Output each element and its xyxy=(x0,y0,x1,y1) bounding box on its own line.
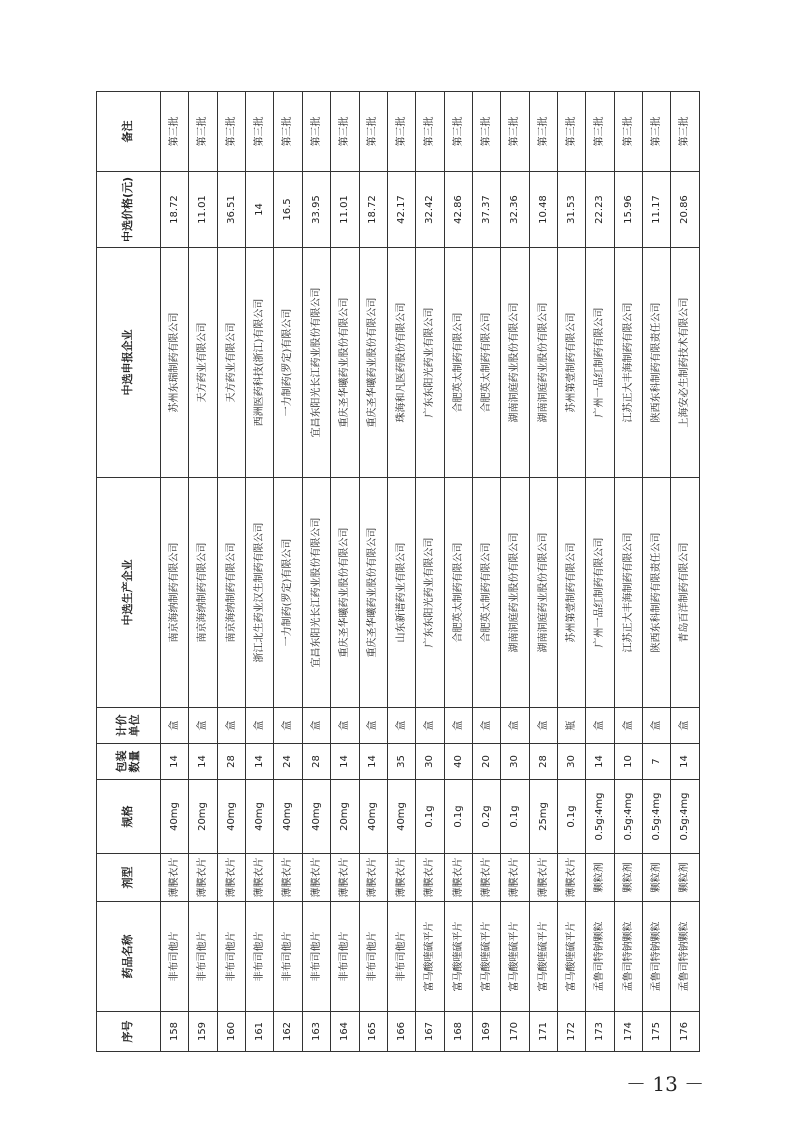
cell-manufacturer: 湖南洞庭药业股份有限公司 xyxy=(501,478,529,708)
cell-spec: 0.1g xyxy=(501,780,529,854)
cell-note: 第三批 xyxy=(586,92,614,172)
table-row xyxy=(246,92,274,1052)
cell-pack: 14 xyxy=(331,744,359,780)
cell-name: 非布司他片 xyxy=(387,902,415,1012)
cell-name: 非布司他片 xyxy=(331,902,359,1012)
cell-pack: 14 xyxy=(246,744,274,780)
header-unit: 计价单位 xyxy=(97,708,161,744)
cell-note: 第三批 xyxy=(501,92,529,172)
cell-no: 168 xyxy=(444,1012,472,1052)
cell-price: 11.17 xyxy=(643,172,671,248)
cell-no: 160 xyxy=(217,1012,245,1052)
cell-manufacturer: 青岛百洋制药有限公司 xyxy=(671,478,700,708)
cell-manufacturer: 合肥英太制药有限公司 xyxy=(444,478,472,708)
table-row xyxy=(671,92,700,1052)
cell-no: 166 xyxy=(387,1012,415,1052)
cell-note: 第三批 xyxy=(416,92,444,172)
cell-note: 第三批 xyxy=(331,92,359,172)
cell-form: 薄膜衣片 xyxy=(472,854,500,902)
table-row xyxy=(614,92,642,1052)
cell-no: 165 xyxy=(359,1012,387,1052)
cell-no: 175 xyxy=(643,1012,671,1052)
cell-form: 薄膜衣片 xyxy=(217,854,245,902)
cell-spec: 40mg xyxy=(246,780,274,854)
table-row xyxy=(472,92,500,1052)
table-row xyxy=(331,92,359,1052)
cell-applicant: 湖南洞庭药业股份有限公司 xyxy=(529,248,557,478)
cell-spec: 0.1g xyxy=(416,780,444,854)
cell-price: 10.48 xyxy=(529,172,557,248)
cell-no: 167 xyxy=(416,1012,444,1052)
cell-price: 33.95 xyxy=(302,172,330,248)
cell-unit: 盒 xyxy=(274,708,302,744)
cell-no: 163 xyxy=(302,1012,330,1052)
cell-pack: 14 xyxy=(671,744,700,780)
cell-form: 薄膜衣片 xyxy=(501,854,529,902)
cell-spec: 40mg xyxy=(359,780,387,854)
cell-unit: 盒 xyxy=(331,708,359,744)
cell-form: 颗粒剂 xyxy=(586,854,614,902)
cell-pack: 28 xyxy=(302,744,330,780)
table-row xyxy=(302,92,330,1052)
cell-price: 20.86 xyxy=(671,172,700,248)
cell-price: 36.51 xyxy=(217,172,245,248)
cell-pack: 30 xyxy=(558,744,586,780)
cell-applicant: 宜昌东阳光长江药业股份有限公司 xyxy=(302,248,330,478)
cell-pack: 28 xyxy=(217,744,245,780)
cell-name: 孟鲁司特钠颗粒 xyxy=(614,902,642,1012)
cell-note: 第三批 xyxy=(558,92,586,172)
header-no: 序号 xyxy=(97,1012,161,1052)
cell-manufacturer: 广东东阳光药业有限公司 xyxy=(416,478,444,708)
rotated-table-container xyxy=(96,92,700,1052)
cell-note: 第三批 xyxy=(359,92,387,172)
cell-applicant: 天方药业有限公司 xyxy=(217,248,245,478)
cell-pack: 24 xyxy=(274,744,302,780)
table-row xyxy=(444,92,472,1052)
cell-spec: 40mg xyxy=(274,780,302,854)
table-row xyxy=(274,92,302,1052)
cell-no: 158 xyxy=(161,1012,189,1052)
cell-name: 非布司他片 xyxy=(217,902,245,1012)
cell-manufacturer: 宜昌东阳光长江药业股份有限公司 xyxy=(302,478,330,708)
cell-unit: 盒 xyxy=(472,708,500,744)
cell-pack: 14 xyxy=(161,744,189,780)
cell-pack: 7 xyxy=(643,744,671,780)
cell-manufacturer: 江苏正大丰海制药有限公司 xyxy=(614,478,642,708)
cell-no: 170 xyxy=(501,1012,529,1052)
cell-price: 11.01 xyxy=(189,172,217,248)
table-row xyxy=(416,92,444,1052)
table-body xyxy=(161,92,700,1052)
cell-applicant: 上海安必生制药技术有限公司 xyxy=(671,248,700,478)
cell-spec: 40mg xyxy=(302,780,330,854)
header-pack: 包装数量 xyxy=(97,744,161,780)
cell-form: 颗粒剂 xyxy=(643,854,671,902)
cell-manufacturer: 山东新谱药业有限公司 xyxy=(387,478,415,708)
table-header-row xyxy=(97,92,161,1052)
cell-applicant: 苏州第壹制药有限公司 xyxy=(558,248,586,478)
cell-note: 第三批 xyxy=(217,92,245,172)
cell-name: 富马酸喹硫平片 xyxy=(472,902,500,1012)
cell-applicant: 陕西东科制药有限责任公司 xyxy=(643,248,671,478)
cell-price: 18.72 xyxy=(161,172,189,248)
table-row xyxy=(359,92,387,1052)
cell-applicant: 珠海和凡医药股份有限公司 xyxy=(387,248,415,478)
cell-manufacturer: 南京海纳制药有限公司 xyxy=(189,478,217,708)
cell-price: 16.5 xyxy=(274,172,302,248)
cell-unit: 盒 xyxy=(189,708,217,744)
cell-form: 薄膜衣片 xyxy=(444,854,472,902)
cell-pack: 30 xyxy=(416,744,444,780)
cell-note: 第三批 xyxy=(387,92,415,172)
cell-name: 非布司他片 xyxy=(274,902,302,1012)
cell-form: 薄膜衣片 xyxy=(274,854,302,902)
cell-price: 11.01 xyxy=(331,172,359,248)
cell-pack: 14 xyxy=(586,744,614,780)
cell-form: 薄膜衣片 xyxy=(246,854,274,902)
cell-applicant: 湖南洞庭药业股份有限公司 xyxy=(501,248,529,478)
cell-spec: 0.1g xyxy=(444,780,472,854)
cell-form: 颗粒剂 xyxy=(614,854,642,902)
cell-pack: 28 xyxy=(529,744,557,780)
cell-name: 非布司他片 xyxy=(359,902,387,1012)
cell-price: 14 xyxy=(246,172,274,248)
cell-note: 第三批 xyxy=(189,92,217,172)
cell-pack: 40 xyxy=(444,744,472,780)
cell-spec: 0.2g xyxy=(472,780,500,854)
cell-name: 孟鲁司特钠颗粒 xyxy=(586,902,614,1012)
cell-no: 171 xyxy=(529,1012,557,1052)
cell-name: 富马酸喹硫平片 xyxy=(444,902,472,1012)
cell-unit: 盒 xyxy=(387,708,415,744)
cell-pack: 14 xyxy=(359,744,387,780)
cell-pack: 35 xyxy=(387,744,415,780)
cell-manufacturer: 南京海纳制药有限公司 xyxy=(217,478,245,708)
cell-unit: 盒 xyxy=(614,708,642,744)
cell-form: 薄膜衣片 xyxy=(331,854,359,902)
cell-price: 15.96 xyxy=(614,172,642,248)
cell-note: 第三批 xyxy=(246,92,274,172)
cell-manufacturer: 合肥英太制药有限公司 xyxy=(472,478,500,708)
cell-spec: 0.5g:4mg xyxy=(671,780,700,854)
cell-applicant: 西洲医药科技(浙江)有限公司 xyxy=(246,248,274,478)
cell-name: 富马酸喹硫平片 xyxy=(558,902,586,1012)
cell-applicant: 合肥英太制药有限公司 xyxy=(444,248,472,478)
cell-no: 174 xyxy=(614,1012,642,1052)
cell-price: 22.23 xyxy=(586,172,614,248)
cell-form: 薄膜衣片 xyxy=(387,854,415,902)
table-row xyxy=(387,92,415,1052)
cell-price: 42.17 xyxy=(387,172,415,248)
cell-note: 第三批 xyxy=(643,92,671,172)
header-manufacturer: 中选生产企业 xyxy=(97,478,161,708)
cell-unit: 盒 xyxy=(161,708,189,744)
cell-unit: 盒 xyxy=(444,708,472,744)
cell-applicant: 重庆圣华曦药业股份有限公司 xyxy=(331,248,359,478)
cell-spec: 0.1g xyxy=(558,780,586,854)
cell-note: 第三批 xyxy=(472,92,500,172)
cell-unit: 盒 xyxy=(359,708,387,744)
cell-unit: 瓶 xyxy=(558,708,586,744)
cell-no: 173 xyxy=(586,1012,614,1052)
table-row xyxy=(586,92,614,1052)
cell-spec: 25mg xyxy=(529,780,557,854)
cell-price: 31.53 xyxy=(558,172,586,248)
cell-note: 第三批 xyxy=(161,92,189,172)
cell-manufacturer: 广州一品红制药有限公司 xyxy=(586,478,614,708)
cell-applicant: 合肥英太制药有限公司 xyxy=(472,248,500,478)
cell-note: 第三批 xyxy=(444,92,472,172)
cell-spec: 40mg xyxy=(217,780,245,854)
cell-form: 薄膜衣片 xyxy=(416,854,444,902)
cell-form: 薄膜衣片 xyxy=(302,854,330,902)
cell-no: 176 xyxy=(671,1012,700,1052)
cell-name: 非布司他片 xyxy=(246,902,274,1012)
cell-no: 161 xyxy=(246,1012,274,1052)
cell-unit: 盒 xyxy=(586,708,614,744)
cell-applicant: 重庆圣华曦药业股份有限公司 xyxy=(359,248,387,478)
cell-manufacturer: 浙江北生药业汉生制药有限公司 xyxy=(246,478,274,708)
cell-form: 颗粒剂 xyxy=(671,854,700,902)
cell-pack: 14 xyxy=(189,744,217,780)
cell-manufacturer: 重庆圣华曦药业股份有限公司 xyxy=(359,478,387,708)
cell-form: 薄膜衣片 xyxy=(189,854,217,902)
drug-selection-table xyxy=(96,91,700,1052)
cell-form: 薄膜衣片 xyxy=(161,854,189,902)
cell-name: 非布司他片 xyxy=(189,902,217,1012)
cell-unit: 盒 xyxy=(302,708,330,744)
cell-spec: 40mg xyxy=(161,780,189,854)
header-price: 中选价格(元) xyxy=(97,172,161,248)
cell-manufacturer: 重庆圣华曦药业股份有限公司 xyxy=(331,478,359,708)
table-row xyxy=(529,92,557,1052)
cell-applicant: 广东东阳光药业有限公司 xyxy=(416,248,444,478)
table-row xyxy=(501,92,529,1052)
header-spec: 规格 xyxy=(97,780,161,854)
cell-note: 第三批 xyxy=(274,92,302,172)
cell-spec: 0.5g:4mg xyxy=(643,780,671,854)
cell-price: 32.36 xyxy=(501,172,529,248)
cell-name: 非布司他片 xyxy=(302,902,330,1012)
header-name: 药品名称 xyxy=(97,902,161,1012)
cell-name: 孟鲁司特钠颗粒 xyxy=(671,902,700,1012)
cell-spec: 20mg xyxy=(189,780,217,854)
cell-note: 第三批 xyxy=(614,92,642,172)
cell-unit: 盒 xyxy=(529,708,557,744)
cell-spec: 40mg xyxy=(387,780,415,854)
table-row xyxy=(189,92,217,1052)
cell-unit: 盒 xyxy=(416,708,444,744)
cell-pack: 30 xyxy=(501,744,529,780)
cell-unit: 盒 xyxy=(246,708,274,744)
cell-pack: 10 xyxy=(614,744,642,780)
cell-unit: 盒 xyxy=(217,708,245,744)
cell-form: 薄膜衣片 xyxy=(558,854,586,902)
cell-unit: 盒 xyxy=(501,708,529,744)
cell-no: 172 xyxy=(558,1012,586,1052)
cell-name: 孟鲁司特钠颗粒 xyxy=(643,902,671,1012)
header-note: 备注 xyxy=(97,92,161,172)
cell-applicant: 一力制药(罗定)有限公司 xyxy=(274,248,302,478)
cell-no: 164 xyxy=(331,1012,359,1052)
cell-no: 169 xyxy=(472,1012,500,1052)
cell-spec: 20mg xyxy=(331,780,359,854)
cell-manufacturer: 陕西东科制药有限责任公司 xyxy=(643,478,671,708)
cell-note: 第三批 xyxy=(671,92,700,172)
cell-price: 32.42 xyxy=(416,172,444,248)
cell-price: 18.72 xyxy=(359,172,387,248)
cell-unit: 盒 xyxy=(643,708,671,744)
cell-applicant: 天方药业有限公司 xyxy=(189,248,217,478)
header-form: 剂型 xyxy=(97,854,161,902)
cell-unit: 盒 xyxy=(671,708,700,744)
cell-applicant: 江苏正大丰海制药有限公司 xyxy=(614,248,642,478)
cell-spec: 0.5g:4mg xyxy=(614,780,642,854)
cell-applicant: 苏州东瑞制药有限公司 xyxy=(161,248,189,478)
cell-spec: 0.5g:4mg xyxy=(586,780,614,854)
cell-manufacturer: 一力制药(罗定)有限公司 xyxy=(274,478,302,708)
cell-name: 富马酸喹硫平片 xyxy=(501,902,529,1012)
cell-manufacturer: 湖南洞庭药业股份有限公司 xyxy=(529,478,557,708)
table-row xyxy=(643,92,671,1052)
cell-price: 37.37 xyxy=(472,172,500,248)
cell-note: 第三批 xyxy=(529,92,557,172)
cell-manufacturer: 南京海纳制药有限公司 xyxy=(161,478,189,708)
cell-no: 162 xyxy=(274,1012,302,1052)
cell-applicant: 广州一品红制药有限公司 xyxy=(586,248,614,478)
cell-name: 富马酸喹硫平片 xyxy=(416,902,444,1012)
table-row xyxy=(558,92,586,1052)
cell-note: 第三批 xyxy=(302,92,330,172)
table-row xyxy=(217,92,245,1052)
cell-name: 非布司他片 xyxy=(161,902,189,1012)
cell-name: 富马酸喹硫平片 xyxy=(529,902,557,1012)
cell-pack: 20 xyxy=(472,744,500,780)
cell-form: 薄膜衣片 xyxy=(359,854,387,902)
table-row xyxy=(161,92,189,1052)
cell-price: 42.86 xyxy=(444,172,472,248)
cell-no: 159 xyxy=(189,1012,217,1052)
cell-manufacturer: 苏州第壹制药有限公司 xyxy=(558,478,586,708)
header-applicant: 中选申报企业 xyxy=(97,248,161,478)
page-number: － 13 － xyxy=(626,1072,705,1096)
cell-form: 薄膜衣片 xyxy=(529,854,557,902)
